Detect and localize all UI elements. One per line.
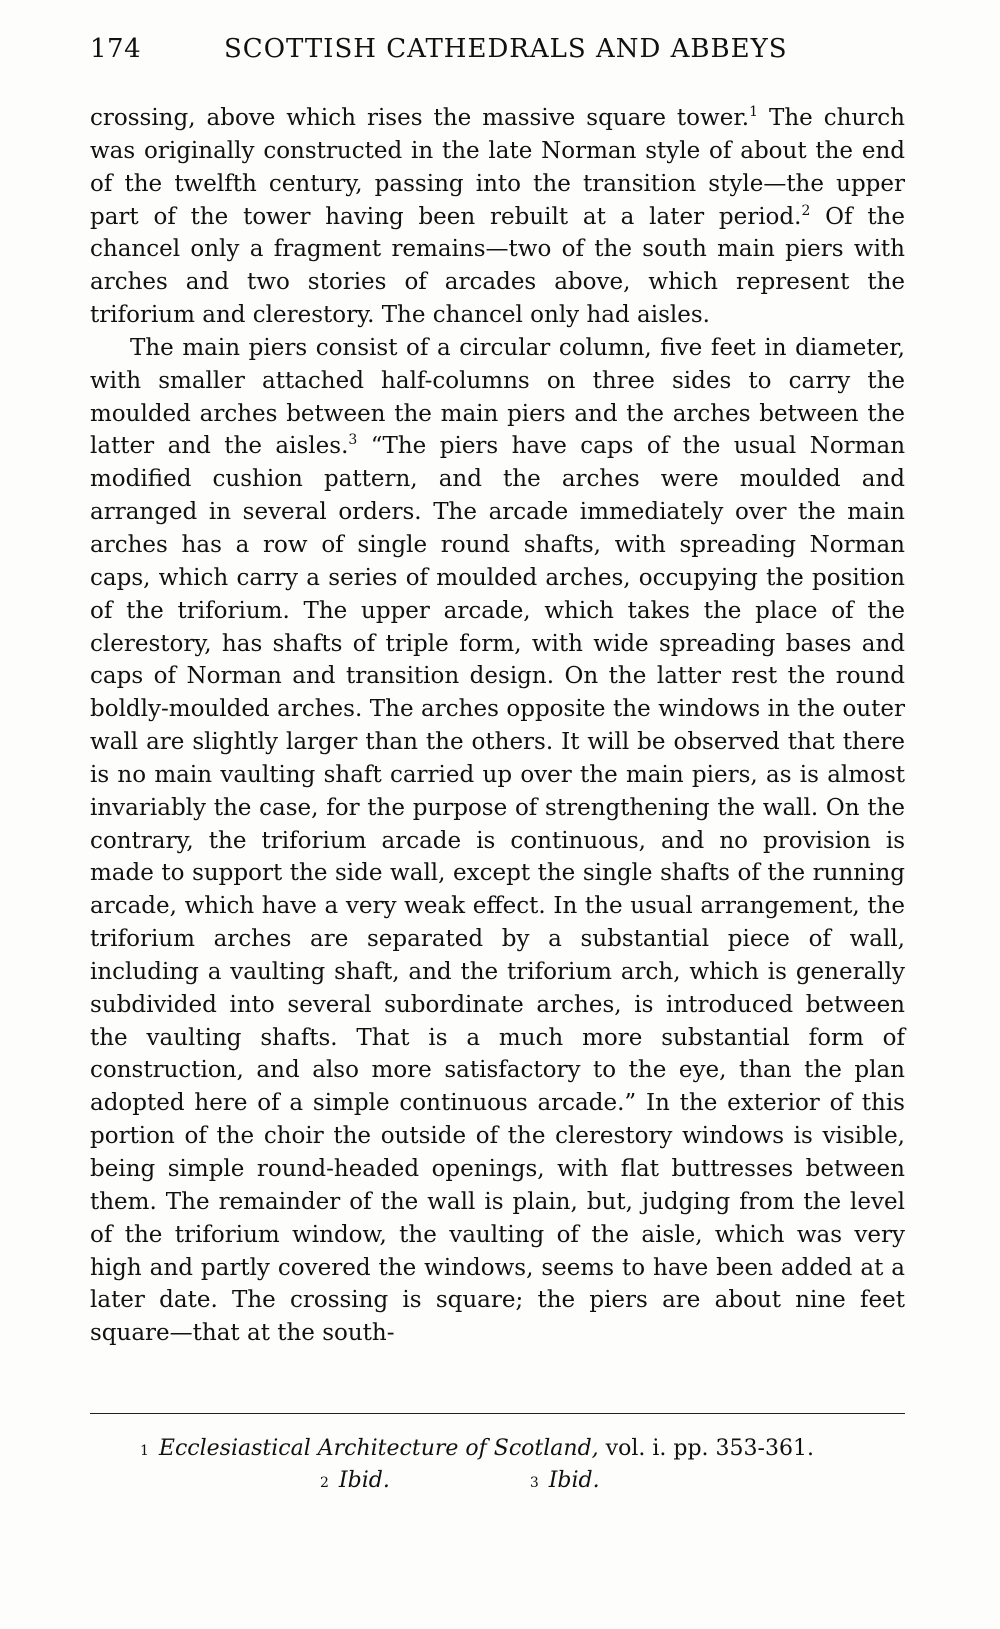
footnote-1-title: Ecclesiastical Architecture of Scotland, [158,1436,599,1461]
footnote-rule [90,1413,905,1414]
paragraph-2-text-b: “The piers have caps of the usual Norman modified cushion pattern, and the arches were moulded and arranged in several orders. The arcade immediately over the main arches has a row of single round shafts, with spreading Norman caps, which carry a series of moulded arches, occupying the position of the triforium. The upper arcade, which takes the place of the clerestory, has shafts of triple form, with wide spreading bases and caps of Norman and transition design. On the latter rest the round boldly-moulded arches. The arches opposite the windows in the outer wall are slightly larger than the others. It will be observed that there is no main vaulting shaft carried up over the main piers, as is almost invariably the case, for the purpose of strengthening the wall. On the contrary, the triforium arcade is continuous, and no provision is made to support the side wall, except the single shafts of the running arcade, which have a very weak effect. In the usual arrangement, the triforium arches are separated by a substantial piece of wall, including a vaulting shaft, and the triforium arch, which is generally subdivided into several subordinate arches, is introduced between the vaulting shafts. That is a much more substantial form of construction, and also more satisfactory to the eye, than the plan adopted here of a simple continuous arcade.” In the exterior of this portion of the choir the outside of the clerestory windows is visible, being simple round-headed openings, with flat buttresses between them. The remainder of the wall is plain, but, judging from the level of the triforium window, the vaulting of the aisle, which was very high and partly covered the windows, seems to have been added at a later date. The crossing is square; the piers are about nine feet square—that at the south- [90,433,906,1347]
paragraph-1-text-c: Of the chancel only a fragment remains—two of the south main piers with arches and two stories of arcades above, which represent the triforium and clerestory. The chancel only had aisles. [90,203,905,329]
body-text [90,102,905,1350]
footnote-2-text: Ibid. [338,1468,390,1493]
footnote-row-2 [320,1466,860,1498]
footnote-1-citation: vol. i. pp. 353-361. [598,1436,814,1461]
footnote-3-number: 3 [529,1475,539,1491]
paragraph-2 [90,332,905,1350]
paragraph-1-text-a: crossing, above which rises the massive square tower. [90,105,750,131]
footnotes [140,1434,860,1498]
paragraph-1 [90,102,905,332]
footnote-2-number: 2 [320,1475,329,1491]
footnote-ref-1: 1 [749,104,759,120]
paragraph-1-text-b: The church was originally constructed in the late Norman style of about the end of the twelfth century, passing into the transition style—the upper part of the tower having been rebuilt at a later period. [90,105,905,230]
footnote-3-text: Ibid. [548,1468,600,1493]
paragraph-2-text-a: The main piers consist of a circular column, five feet in diameter, with smaller attached half-columns on three sides to carry the moulded arches between the main piers and the arches between the latter and the aisles. [90,334,905,460]
running-head: SCOTTISH CATHEDRALS AND ABBEYS [224,34,788,64]
footnote-1-number: 1 [140,1443,149,1459]
footnote-ref-3: 3 [348,432,358,449]
page-number: 174 [90,34,142,64]
footnote-1 [140,1434,860,1466]
page-header [90,30,905,74]
footnote-ref-2: 2 [801,202,811,219]
